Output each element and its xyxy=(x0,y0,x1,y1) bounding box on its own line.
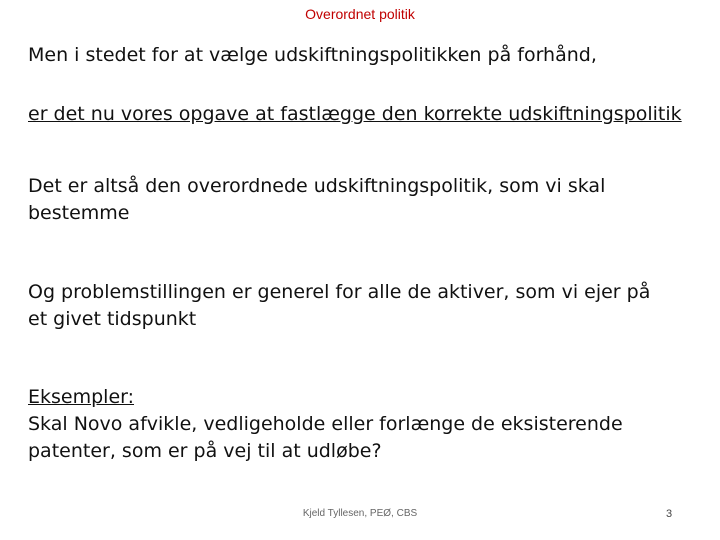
paragraph-overall-policy-line-1: Det er altså den overordnede udskiftningspolitik, som vi skal xyxy=(28,175,606,197)
slide-title: Overordnet politik xyxy=(305,6,415,22)
paragraph-intro: Men i stedet for at vælge udskiftningspolitikken på forhånd, xyxy=(28,44,597,66)
page-number: 3 xyxy=(666,508,673,520)
examples-heading: Eksempler: xyxy=(28,386,135,408)
paragraph-examples xyxy=(28,384,623,465)
paragraph-task: er det nu vores opgave at fastlægge den korrekte udskiftningspolitik xyxy=(28,103,682,125)
paragraph-overall-policy xyxy=(28,173,605,227)
footer-author: Kjeld Tyllesen, PEØ, CBS xyxy=(302,508,418,519)
paragraph-general-problem-line-1: Og problemstillingen er generel for alle de aktiver, som vi ejer på xyxy=(28,281,651,303)
paragraph-general-problem-line-2: et givet tidspunkt xyxy=(28,308,197,330)
paragraph-overall-policy-line-2: bestemme xyxy=(28,202,130,224)
examples-line-1: Skal Novo afvikle, vedligeholde eller forlænge de eksisterende xyxy=(28,413,623,435)
examples-line-2: patenter, som er på vej til at udløbe? xyxy=(28,440,382,462)
paragraph-general-problem xyxy=(28,279,650,333)
